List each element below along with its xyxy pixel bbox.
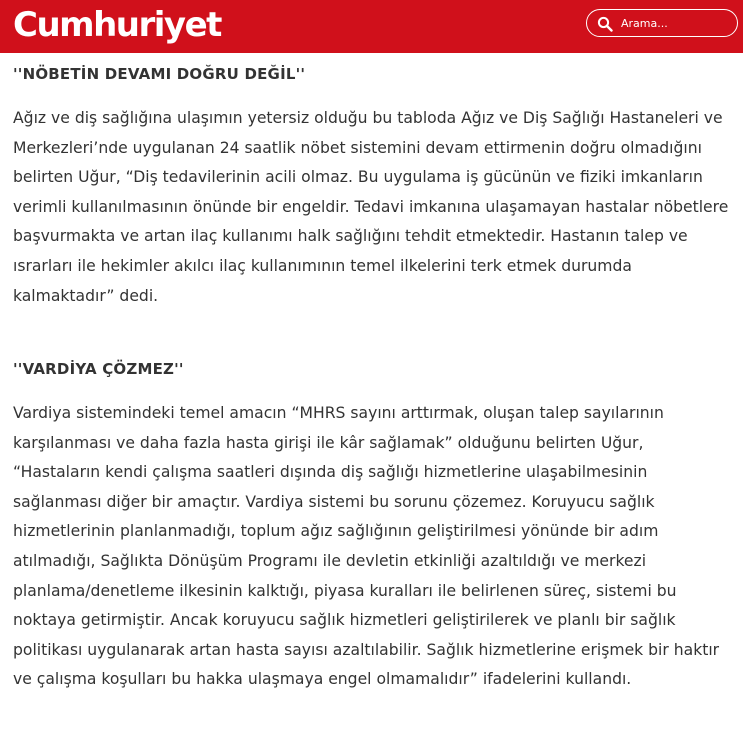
site-logo[interactable]: Cumhuriyet [13, 5, 221, 45]
search-input[interactable] [621, 14, 731, 32]
section-heading-nobet: ''NÖBETİN DEVAMI DOĞRU DEĞİL'' [13, 65, 306, 83]
site-header [0, 0, 743, 53]
article-paragraph: Vardiya sistemindeki temel amacın “MHRS sayını arttırmak, oluşan talep sayılarının karşılanması ve daha fazla hasta girişi ile kâr sağlamak” olduğunu belirten Uğur, “Hastaların kendi çalışma saatleri dışında diş sağlığı hizmetlerine ulaşabilmesinin sağlanması diğer bir amaçtır. Vardiya sistemi bu sorunu çözemez. Koruyucu sağlık hizmetlerinin planlanmadığı, toplum ağız sağlığının geliştirilmesi yönünde bir adım atılmadığı, Sağlıkta Dönüşüm Programı ile devletin etkinliği azaltıldığı ve merkezi planlama/denetleme ilkesinin kalktığı, piyasa kuralları ile belirlenen süreç, sistemi bu noktaya getirmiştir. Ancak koruyucu sağlık hizmetleri geliştirilerek ve planlı bir sağlık politikası uygulanarak artan hasta sayısı azaltılabilir. Sağlık hizmetlerine erişmek bir haktır ve çalışma koşulları bu hakka ulaşmaya engel olmamalıdır” ifadelerini kullandı. [13, 404, 720, 689]
section-heading-vardiya: ''VARDİYA ÇÖZMEZ'' [13, 360, 184, 378]
search-box[interactable] [586, 9, 738, 37]
search-icon[interactable] [597, 16, 613, 32]
article-paragraph: Ağız ve diş sağlığına ulaşımın yetersiz olduğu bu tabloda Ağız ve Diş Sağlığı Hastaneleri ve Merkezleri’nde uygulanan 24 saatlik nöbet sistemini devam ettirmenin doğru olmadığını belirten Uğur, “Diş tedavilerinin acili olmaz. Bu uygulama iş gücünün ve fiziki imkanların verimli kullanılmasının önünde bir engeldir. Tedavi imkanına ulaşamayan hastalar nöbetlere başvurmakta ve artan ilaç kullanımı halk sağlığını tehdit etmektedir. Hastanın talep ve ısrarları ile hekimler akılcı ilaç kullanımının temel ilkelerini terk etmek durumda kalmaktadır” dedi. [13, 109, 729, 305]
